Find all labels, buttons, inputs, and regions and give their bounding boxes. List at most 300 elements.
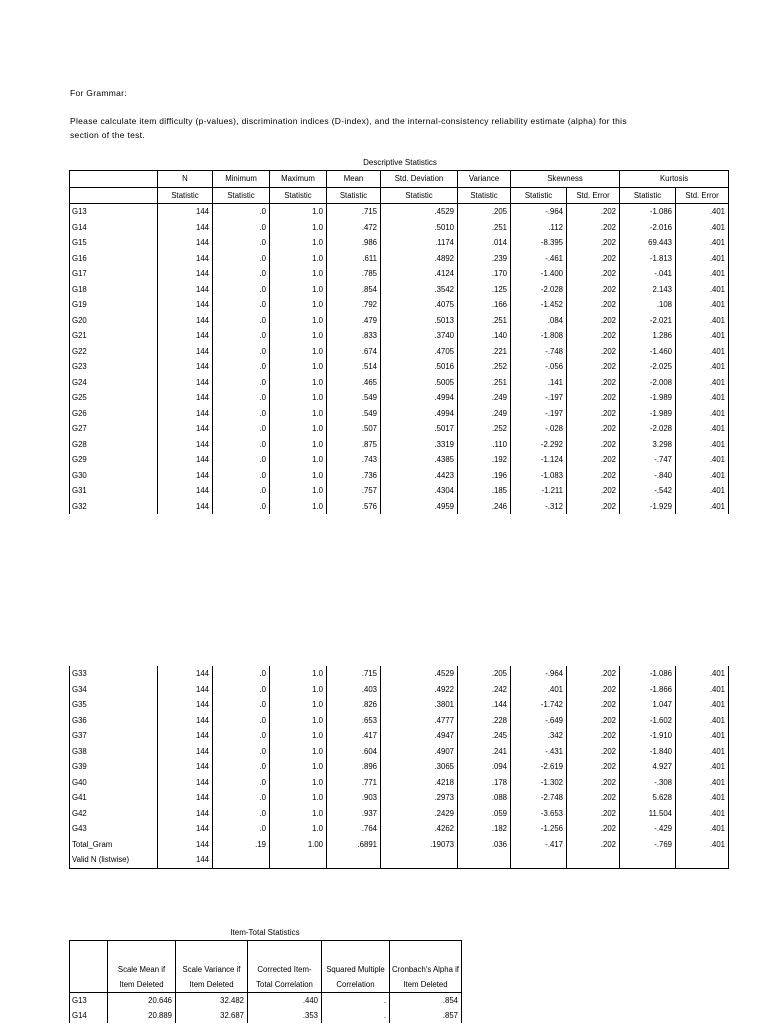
table-cell: .353 [248,1008,322,1023]
table-cell: .465 [327,375,381,391]
table-cell: .0 [213,728,270,744]
table-cell: .202 [567,421,620,437]
table-cell: .228 [458,713,511,729]
table-cell: .401 [676,220,729,236]
table-cell: .0 [213,666,270,682]
table-cell: .6891 [327,837,381,853]
table-row [70,390,729,406]
table-cell: 1.0 [270,313,327,329]
table-cell: .401 [676,282,729,298]
table-cell: .875 [327,437,381,453]
table-cell: -2.028 [511,282,567,298]
table-cell: .4892 [381,251,458,267]
corner-cell [70,171,158,188]
table-cell: .0 [213,313,270,329]
table-cell: .202 [567,204,620,220]
sub-header: Statistic [213,187,270,204]
sub-header: Statistic [381,187,458,204]
table-cell: 144 [158,313,213,329]
table-cell: .4705 [381,344,458,360]
table-cell: -.028 [511,421,567,437]
table-cell: .0 [213,390,270,406]
table-cell: 144 [158,437,213,453]
table-cell: .242 [458,682,511,698]
row-label: G13 [70,204,158,220]
table-cell: 144 [158,375,213,391]
row-label: G21 [70,328,158,344]
table-cell: .4423 [381,468,458,484]
table-cell: .5013 [381,313,458,329]
table-cell: .576 [327,499,381,515]
table-cell: .252 [458,421,511,437]
table-cell: .401 [511,682,567,698]
table-cell: .401 [676,452,729,468]
table-cell: .202 [567,297,620,313]
table-cell: -.197 [511,390,567,406]
row-label: G35 [70,697,158,713]
table-cell: .4262 [381,821,458,837]
table-row [70,406,729,422]
table-cell: .401 [676,775,729,791]
table-cell: .0 [213,713,270,729]
table-cell: .170 [458,266,511,282]
table-cell: .251 [458,313,511,329]
table-cell: .202 [567,313,620,329]
table-cell: .4947 [381,728,458,744]
table-cell: .401 [676,297,729,313]
descriptive-statistics-table [69,170,729,514]
table-cell: .3801 [381,697,458,713]
table-cell: -1.742 [511,697,567,713]
table-cell: 1.00 [270,837,327,853]
table-cell: .401 [676,313,729,329]
table-row [70,282,729,298]
table-cell: 144 [158,359,213,375]
table-cell: -.964 [511,666,567,682]
table-cell: .202 [567,837,620,853]
table-cell: 144 [158,728,213,744]
table-cell: .239 [458,251,511,267]
table-cell: 1.0 [270,235,327,251]
row-label: G26 [70,406,158,422]
table-row [70,235,729,251]
table-row [70,666,729,682]
table-cell: .401 [676,344,729,360]
table-cell: -2.292 [511,437,567,453]
descriptive-statistics-rows-part2 [70,666,729,868]
table-cell: .401 [676,204,729,220]
table-row [70,359,729,375]
table-cell: .5005 [381,375,458,391]
table-cell: 69.443 [620,235,676,251]
table-row [70,821,729,837]
table-cell: .5016 [381,359,458,375]
table-cell: .0 [213,821,270,837]
table-cell: -1.211 [511,483,567,499]
table-cell: -1.989 [620,390,676,406]
table-cell: .4907 [381,744,458,760]
table-row [70,775,729,791]
table-cell: -1.840 [620,744,676,760]
table-cell: 11.504 [620,806,676,822]
table-cell: 3.298 [620,437,676,453]
table-cell: 1.0 [270,682,327,698]
table-cell: -1.866 [620,682,676,698]
table-cell: 1.047 [620,697,676,713]
table-cell: .401 [676,806,729,822]
table-cell: .0 [213,375,270,391]
table-cell: 144 [158,821,213,837]
table-cell: -1.083 [511,468,567,484]
table-cell: 32.482 [176,993,248,1009]
col-header-scale-mean: Scale Mean if Item Deleted [108,941,176,993]
row-label: G24 [70,375,158,391]
table-cell: .202 [567,806,620,822]
table-cell: 144 [158,682,213,698]
table-cell: 1.0 [270,744,327,760]
sub-header: Statistic [511,187,567,204]
table-cell: 144 [158,499,213,515]
table-cell: .202 [567,821,620,837]
table-cell: -1.989 [620,406,676,422]
row-label: G17 [70,266,158,282]
table-cell: 144 [158,775,213,791]
table-cell: .401 [676,666,729,682]
table-cell: .857 [390,1008,462,1023]
table-cell: .715 [327,666,381,682]
table-cell: .4075 [381,297,458,313]
section-heading: For Grammar: [70,88,127,98]
table-cell: 144 [158,282,213,298]
table-row [70,806,729,822]
table-cell: .0 [213,220,270,236]
table-row [70,682,729,698]
table-cell: . [322,993,390,1009]
table-cell: .549 [327,390,381,406]
table-cell [381,852,458,868]
table-cell: 1.0 [270,790,327,806]
table-cell: .854 [390,993,462,1009]
table-cell: .0 [213,421,270,437]
table-cell: -.748 [511,344,567,360]
table-cell: -.417 [511,837,567,853]
table-cell: -.041 [620,266,676,282]
table-cell: 144 [158,235,213,251]
table-cell: .403 [327,682,381,698]
table-cell: .19073 [381,837,458,853]
table-cell: -.747 [620,452,676,468]
table-cell: -2.025 [620,359,676,375]
table-row [70,220,729,236]
table-cell: .401 [676,821,729,837]
table-cell: 144 [158,790,213,806]
table-row [70,297,729,313]
corner-cell-sub [70,187,158,204]
row-label: G22 [70,344,158,360]
table-cell: . [322,1008,390,1023]
table-cell: .4124 [381,266,458,282]
table-cell: -.769 [620,837,676,853]
table-cell: 1.0 [270,437,327,453]
table-cell: 1.0 [270,297,327,313]
row-label: G23 [70,359,158,375]
table-cell: .3542 [381,282,458,298]
table-row [70,313,729,329]
table-cell: -1.910 [620,728,676,744]
table-cell: -.429 [620,821,676,837]
table-cell: .141 [511,375,567,391]
table-row [70,375,729,391]
table-cell: .401 [676,790,729,806]
table-cell: 144 [158,837,213,853]
table-cell: 144 [158,406,213,422]
table-cell: .549 [327,406,381,422]
table-cell: -1.929 [620,499,676,515]
table-cell [567,852,620,868]
table-cell: .2973 [381,790,458,806]
col-header-maximum: Maximum [270,171,327,188]
table-cell: 1.0 [270,328,327,344]
table-cell [511,852,567,868]
table-cell: 144 [158,266,213,282]
table-cell: .205 [458,666,511,682]
table-row [70,328,729,344]
sub-header: Std. Error [567,187,620,204]
table-cell: -.542 [620,483,676,499]
table-cell: -2.028 [620,421,676,437]
table-cell: 1.0 [270,806,327,822]
row-label: G18 [70,282,158,298]
row-label: G34 [70,682,158,698]
descriptive-statistics-title: Descriptive Statistics [363,158,437,167]
table-cell: -.840 [620,468,676,484]
table-cell: .185 [458,483,511,499]
row-label: G20 [70,313,158,329]
table-cell: .0 [213,437,270,453]
table-cell: .4959 [381,499,458,515]
table-cell: 1.286 [620,328,676,344]
table-cell [458,852,511,868]
descriptive-statistics-rows-part1 [70,204,729,515]
table-cell: .401 [676,328,729,344]
table-cell: -.197 [511,406,567,422]
table-cell: .202 [567,775,620,791]
table-cell: 1.0 [270,266,327,282]
table-cell: .1174 [381,235,458,251]
table-cell: .202 [567,713,620,729]
table-cell: .826 [327,697,381,713]
table-cell: 1.0 [270,728,327,744]
table-cell: .036 [458,837,511,853]
row-label: G16 [70,251,158,267]
table-cell: 144 [158,852,213,868]
table-cell: -3.653 [511,806,567,822]
table-cell: .144 [458,697,511,713]
table-cell: .059 [458,806,511,822]
table-cell: .0 [213,266,270,282]
table-cell: .401 [676,499,729,515]
table-cell: .112 [511,220,567,236]
table-cell: 1.0 [270,220,327,236]
col-header-n: N [158,171,213,188]
table-row [70,344,729,360]
row-label: G43 [70,821,158,837]
table-cell: -1.813 [620,251,676,267]
table-cell: .196 [458,468,511,484]
table-cell: .401 [676,697,729,713]
table-cell: -2.021 [620,313,676,329]
table-cell: .0 [213,235,270,251]
row-label: G15 [70,235,158,251]
table-cell: .5017 [381,421,458,437]
table-cell: .937 [327,806,381,822]
table-cell: -1.256 [511,821,567,837]
sub-header: Statistic [327,187,381,204]
row-label: G19 [70,297,158,313]
table-cell: .0 [213,759,270,775]
table-row [70,713,729,729]
table-cell: .251 [458,375,511,391]
table-cell: 144 [158,697,213,713]
table-cell: .4304 [381,483,458,499]
row-label: G41 [70,790,158,806]
table-cell: .249 [458,390,511,406]
table-cell: .202 [567,406,620,422]
table-cell: 1.0 [270,499,327,515]
table-cell: 144 [158,344,213,360]
table-cell: 1.0 [270,344,327,360]
table-cell: .743 [327,452,381,468]
table-cell: .401 [676,251,729,267]
table-cell: .0 [213,682,270,698]
table-cell: .084 [511,313,567,329]
table-cell: .202 [567,251,620,267]
row-label: G13 [70,993,108,1009]
table-cell: 144 [158,421,213,437]
table-cell: .0 [213,790,270,806]
table-cell: .0 [213,744,270,760]
table-cell: .3319 [381,437,458,453]
table-cell: -1.086 [620,666,676,682]
table-cell: 1.0 [270,483,327,499]
table-cell: 1.0 [270,390,327,406]
col-header-scale-variance: Scale Variance if Item Deleted [176,941,248,993]
table-row [70,759,729,775]
table-cell: .0 [213,499,270,515]
table-cell: 20.646 [108,993,176,1009]
table-cell: .2429 [381,806,458,822]
table-cell: -1.808 [511,328,567,344]
table-cell: 144 [158,759,213,775]
table-cell: .401 [676,837,729,853]
sub-header: Std. Error [676,187,729,204]
instruction-text [70,114,627,142]
table-row [70,452,729,468]
table-cell: -.056 [511,359,567,375]
table-row [70,499,729,515]
item-total-statistics-title: Item-Total Statistics [230,928,300,937]
table-row [70,483,729,499]
sub-header: Statistic [458,187,511,204]
table-cell: -1.086 [620,204,676,220]
table-cell: .401 [676,759,729,775]
table-row [70,837,729,853]
table-cell: .205 [458,204,511,220]
table-cell: 4.927 [620,759,676,775]
row-label: G25 [70,390,158,406]
table-cell: .764 [327,821,381,837]
table-cell: .785 [327,266,381,282]
row-label: G33 [70,666,158,682]
table-cell: 144 [158,204,213,220]
table-cell: 1.0 [270,821,327,837]
table-cell: .401 [676,713,729,729]
table-cell: .0 [213,204,270,220]
table-cell: .401 [676,682,729,698]
table-cell: .342 [511,728,567,744]
col-header-variance: Variance [458,171,511,188]
table-cell: .202 [567,266,620,282]
table-cell [213,852,270,868]
sub-header: Statistic [620,187,676,204]
table-cell: -2.016 [620,220,676,236]
table-cell: .0 [213,806,270,822]
table-cell: .19 [213,837,270,853]
table-cell: .202 [567,666,620,682]
table-cell: 1.0 [270,452,327,468]
table-cell: .202 [567,344,620,360]
table-cell: .0 [213,452,270,468]
table-cell: -.461 [511,251,567,267]
item-total-statistics-rows [70,993,462,1024]
table-cell: .3740 [381,328,458,344]
table-cell: 2.143 [620,282,676,298]
descriptive-statistics-table-continued [69,666,729,869]
table-cell: .4922 [381,682,458,698]
table-cell: 5.628 [620,790,676,806]
table-cell: .166 [458,297,511,313]
col-header-minimum: Minimum [213,171,270,188]
table-cell: .986 [327,235,381,251]
table-cell: 1.0 [270,251,327,267]
table-cell: 1.0 [270,204,327,220]
table-cell: .401 [676,266,729,282]
table-cell: .202 [567,235,620,251]
table-row [70,204,729,220]
table-cell: 144 [158,251,213,267]
table-cell: 144 [158,806,213,822]
table-cell: .5010 [381,220,458,236]
table-cell: .401 [676,390,729,406]
table-cell: .401 [676,235,729,251]
table-cell: .088 [458,790,511,806]
table-cell: .653 [327,713,381,729]
table-cell: .202 [567,452,620,468]
table-cell: 144 [158,390,213,406]
table-row [70,993,462,1009]
table-cell: .202 [567,499,620,515]
table-row [70,251,729,267]
table-cell: .4994 [381,406,458,422]
table-cell: 1.0 [270,468,327,484]
table-cell: 144 [158,713,213,729]
row-label: G30 [70,468,158,484]
table-cell: .014 [458,235,511,251]
table-cell: -1.602 [620,713,676,729]
table-cell: -.308 [620,775,676,791]
table-cell: 144 [158,468,213,484]
table-cell: .252 [458,359,511,375]
